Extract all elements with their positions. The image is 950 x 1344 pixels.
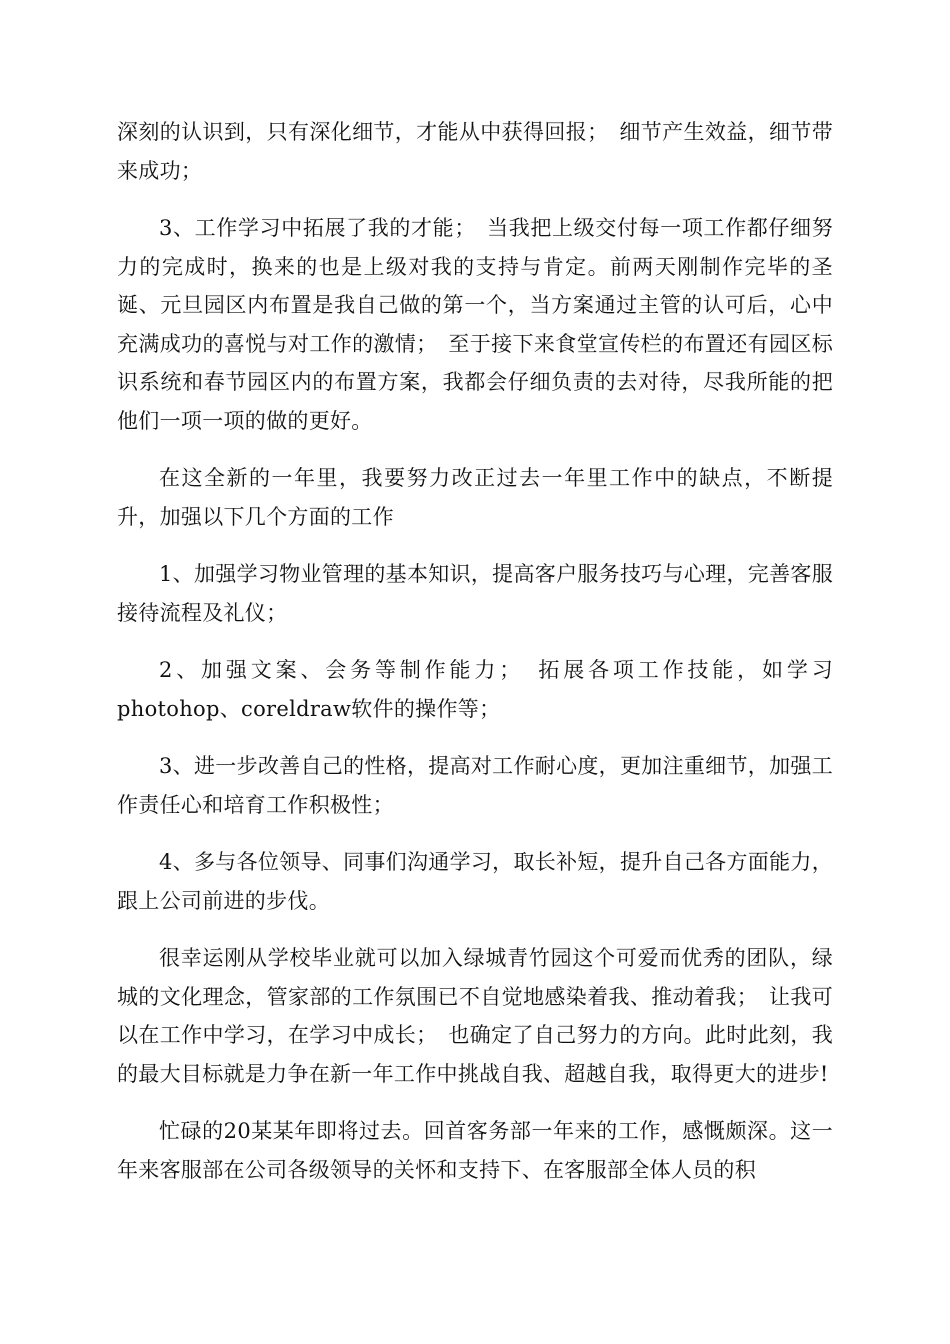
paragraph-4: 1、加强学习物业管理的基本知识，提高客户服务技巧与心理，完善客服接待流程及礼仪； bbox=[117, 562, 833, 625]
paragraph-5: 2、加强文案、会务等制作能力； 拓展各项工作技能，如学习photohop、coreldraw软件的操作等； bbox=[117, 658, 833, 721]
paragraph-6: 3、进一步改善自己的性格，提高对工作耐心度，更加注重细节，加强工作责任心和培育工作积极性； bbox=[117, 754, 833, 817]
document-body bbox=[117, 113, 833, 1208]
paragraph-2: 3、工作学习中拓展了我的才能； 当我把上级交付每一项工作都仔细努力的完成时，换来的也是上级对我的支持与肯定。前两天刚制作完毕的圣诞、元旦园区内布置是我自己做的第一个，当方案通过主管的认可后，心中充满成功的喜悦与对工作的激情； 至于接下来食堂宣传栏的布置还有园区标识系统和春节园区内的布置方案，我都会仔细负责的去对待，尽我所能的把他们一项一项的做的更好。 bbox=[117, 216, 833, 433]
paragraph-7: 4、多与各位领导、同事们沟通学习，取长补短，提升自己各方面能力，跟上公司前进的步伐。 bbox=[117, 850, 833, 913]
paragraph-3: 在这全新的一年里，我要努力改正过去一年里工作中的缺点，不断提升，加强以下几个方面的工作 bbox=[117, 466, 833, 529]
paragraph-9: 忙碌的20某某年即将过去。回首客务部一年来的工作，感慨颇深。这一年来客服部在公司各级领导的关怀和支持下、在客服部全体人员的积 bbox=[117, 1119, 833, 1182]
paragraph-8: 很幸运刚从学校毕业就可以加入绿城青竹园这个可爱而优秀的团队，绿城的文化理念，管家部的工作氛围已不自觉地感染着我、推动着我； 让我可以在工作中学习，在学习中成长； 也确定了自己努力的方向。此时此刻，我的最大目标就是力争在新一年工作中挑战自我、超越自我，取得更大的进步! bbox=[117, 946, 833, 1086]
paragraph-1: 深刻的认识到，只有深化细节，才能从中获得回报； 细节产生效益，细节带来成功； bbox=[117, 120, 833, 183]
